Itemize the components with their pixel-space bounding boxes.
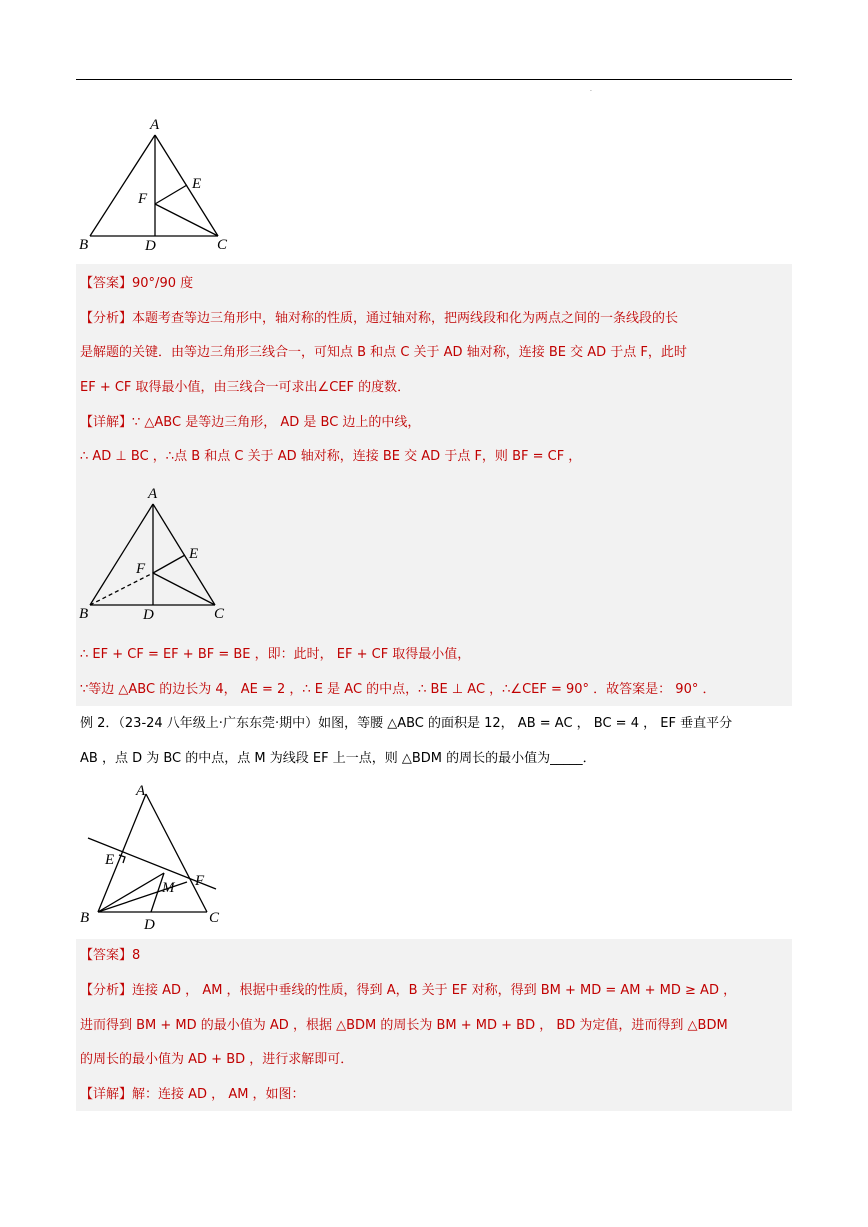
fig1-label-b: B xyxy=(79,237,89,253)
analysis-2-line-2: 进而得到 BM + MD 的最小值为 AD ，根据 △BDM 的周长为 BM + MD + BD ， BD 为定值，进而得到 △BDM xyxy=(80,1018,728,1033)
detail-2-tag: 【详解】 xyxy=(80,1087,133,1102)
analysis-1-line-3: EF + CF 取得最小值，由三线合一可求出∠CEF 的度数． xyxy=(80,380,411,395)
detail-1-line-4: ∵等边 △ABC 的边长为 4， AE = 2 ，∴ E 是 AC 的中点，∴ BE ⊥ AC ，∴∠CEF = 90° ．故答案是： 90° ． xyxy=(80,682,716,697)
fig1-label-a: A xyxy=(150,117,160,133)
analysis-1-line-2: 是解题的关键．由等边三角形三线合一，可知点 B 和点 C 关于 AD 轴对称，连接 BE 交 AD 于点 F，此时 xyxy=(80,345,687,360)
fig2-label-e: E xyxy=(189,546,199,562)
answer-1-tag: 【答案】 xyxy=(80,276,133,291)
detail-1-line-1 xyxy=(80,413,420,433)
answer-2-tag: 【答案】 xyxy=(80,948,133,963)
fig3-label-f: F xyxy=(195,873,205,889)
detail-1-text-1: ∵ △ABC 是等边三角形， AD 是 BC 边上的中线， xyxy=(132,415,421,430)
fig3-label-d: D xyxy=(144,917,155,933)
answer-2 xyxy=(80,946,140,966)
answer-1-text: 90°/90 度 xyxy=(132,276,194,291)
figure-3-triangle xyxy=(76,779,246,934)
fig3-label-e: E xyxy=(105,852,115,868)
fig2-label-a: A xyxy=(148,486,158,502)
header-dot: · xyxy=(590,88,592,95)
example-2-line-2: AB ，点 D 为 BC 的中点，点 M 为线段 EF 上一点，则 △BDM 的周长的最小值为_____． xyxy=(80,751,596,766)
example-2-line-1: 例 2．（23-24 八年级上·广东东莞·期中）如图，等腰 △ABC 的面积是 12， AB = AC ， BC = 4 ， EF 垂直平分 xyxy=(80,716,733,731)
analysis-1-tag: 【分析】 xyxy=(80,311,133,326)
fig2-label-b: B xyxy=(79,606,89,622)
detail-1-tag: 【详解】 xyxy=(80,415,133,430)
detail-2 xyxy=(80,1085,305,1105)
fig1-label-f: F xyxy=(138,191,148,207)
header-rule xyxy=(76,79,792,80)
detail-2-text: 解：连接 AD ， AM ，如图： xyxy=(132,1087,305,1102)
fig2-label-d: D xyxy=(143,607,154,623)
analysis-2-line-3: 的周长的最小值为 AD + BD ，进行求解即可． xyxy=(80,1052,354,1067)
fig1-label-e: E xyxy=(192,176,202,192)
answer-1 xyxy=(80,274,193,294)
fig1-label-c: C xyxy=(217,237,228,253)
fig3-label-b: B xyxy=(80,910,90,926)
figure-1-triangle xyxy=(76,112,246,257)
fig3-label-m: M xyxy=(162,880,175,896)
fig3-label-a: A xyxy=(136,783,146,799)
analysis-1-line-1 xyxy=(80,309,678,329)
analysis-2-text-1: 连接 AD ， AM ，根据中垂线的性质，得到 A，B 关于 EF 对称，得到 BM + MD = AM + MD ≥ AD ， xyxy=(132,983,737,998)
fig1-label-d: D xyxy=(145,238,156,254)
fig2-label-c: C xyxy=(214,606,225,622)
detail-1-line-2: ∴ AD ⊥ BC ，∴点 B 和点 C 关于 AD 轴对称，连接 BE 交 AD 于点 F，则 BF = CF ， xyxy=(80,449,582,464)
analysis-2-tag: 【分析】 xyxy=(80,983,133,998)
analysis-1-text-1: 本题考查等边三角形中，轴对称的性质，通过轴对称，把两线段和化为两点之间的一条线段的长 xyxy=(132,311,679,326)
fig3-label-c: C xyxy=(209,910,220,926)
figure-2-triangle xyxy=(76,484,246,629)
detail-1-line-3: ∴ EF + CF = EF + BF = BE ，即：此时， EF + CF 取得最小值， xyxy=(80,647,471,662)
analysis-2-line-1 xyxy=(80,981,736,1001)
answer-2-text: 8 xyxy=(132,948,141,963)
fig2-label-f: F xyxy=(136,561,146,577)
